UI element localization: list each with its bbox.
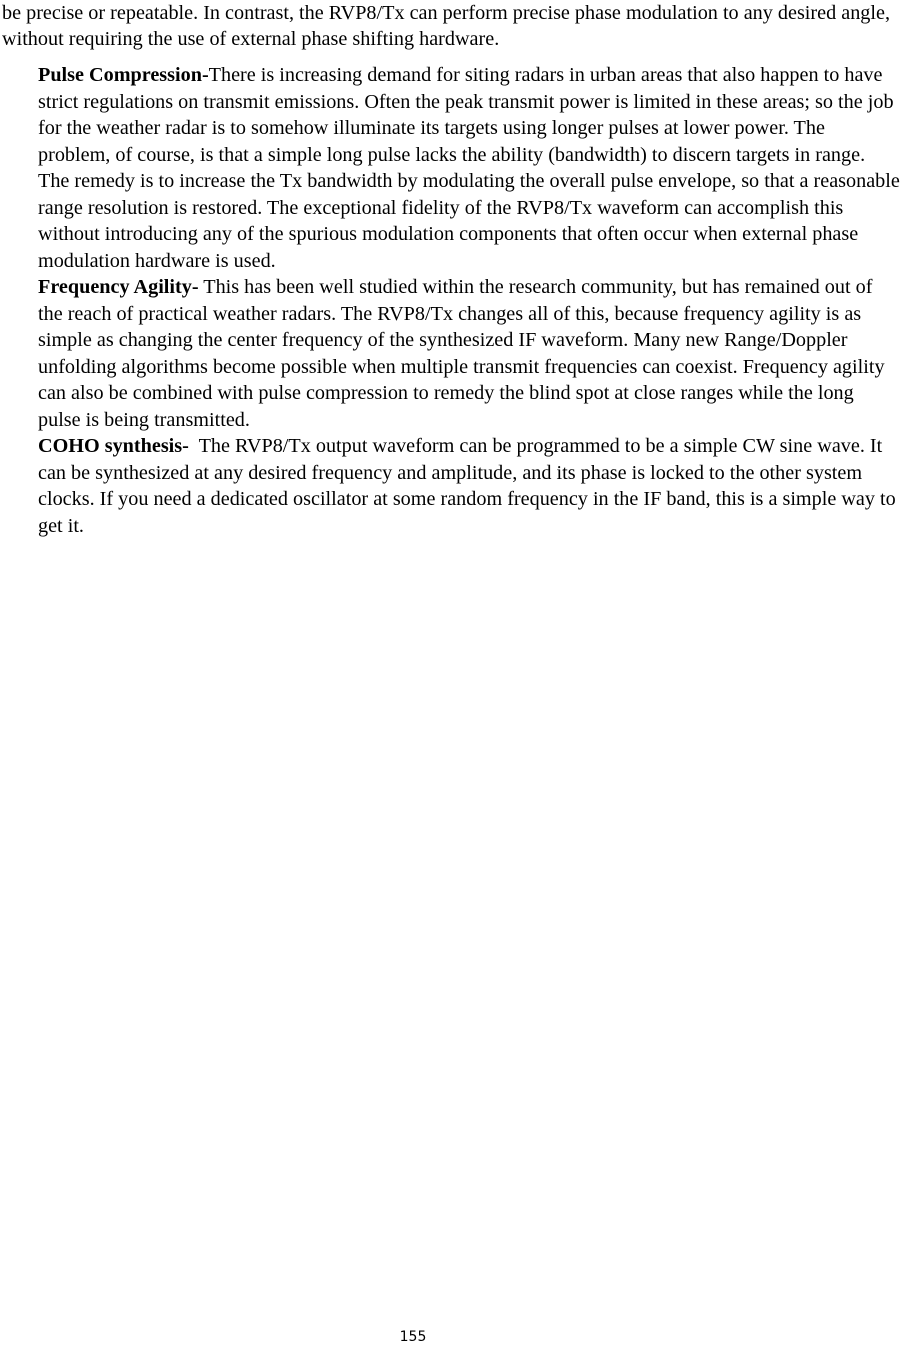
section-body: This has been well studied within the research community, but has remained out of the reach of practical weather radars. The RVP8/Tx changes all of this, because frequency agility is as simple as changing the center frequency of the synthesized IF waveform. Many new Range/Doppler unfolding algorithms become possible when multiple transmit frequencies can coexist. Frequency agility can also be combined with pulse compression to remedy the blind spot at close ranges while the long pulse is being transmitted. [38,276,885,431]
section-body: The RVP8/Tx output waveform can be programmed to be a simple CW sine wave. It can be synthesized at any desired frequency and amplitude, and its phase is locked to the other system clocks. If you need a dedicated oscillator at some random frequency in the IF band, this is a simple way to get it. [38,435,901,537]
feature-sections [38,62,900,539]
section-heading: Frequency Agility- [38,276,199,298]
section-coho-synthesis [38,433,900,539]
section-pulse-compression [38,62,900,274]
section-body: There is increasing demand for siting radars in urban areas that also happen to have strict regulations on transmit emissions. Often the peak transmit power is limited in these areas; so the job for the weather radar is to somehow illuminate its targets using longer pulses at lower power. The problem, of course, is that a simple long pulse lacks the ability (bandwidth) to discern targets in range. The remedy is to increase the Tx bandwidth by modulating the overall pulse envelope, so that a reasonable range resolution is restored. The exceptional fidelity of the RVP8/Tx waveform can accomplish this without introducing any of the spurious modulation components that often occur when external phase modulation hardware is used. [38,64,900,272]
section-heading: Pulse Compression- [38,64,209,86]
section-heading: COHO synthesis- [38,435,189,457]
page-number: 155 [399,1329,427,1345]
section-frequency-agility [38,274,900,433]
intro-paragraph: be precise or repeatable. In contrast, the RVP8/Tx can perform precise phase modulation to any desired angle, without requiring the use of external phase shifting hardware. [2,2,890,50]
